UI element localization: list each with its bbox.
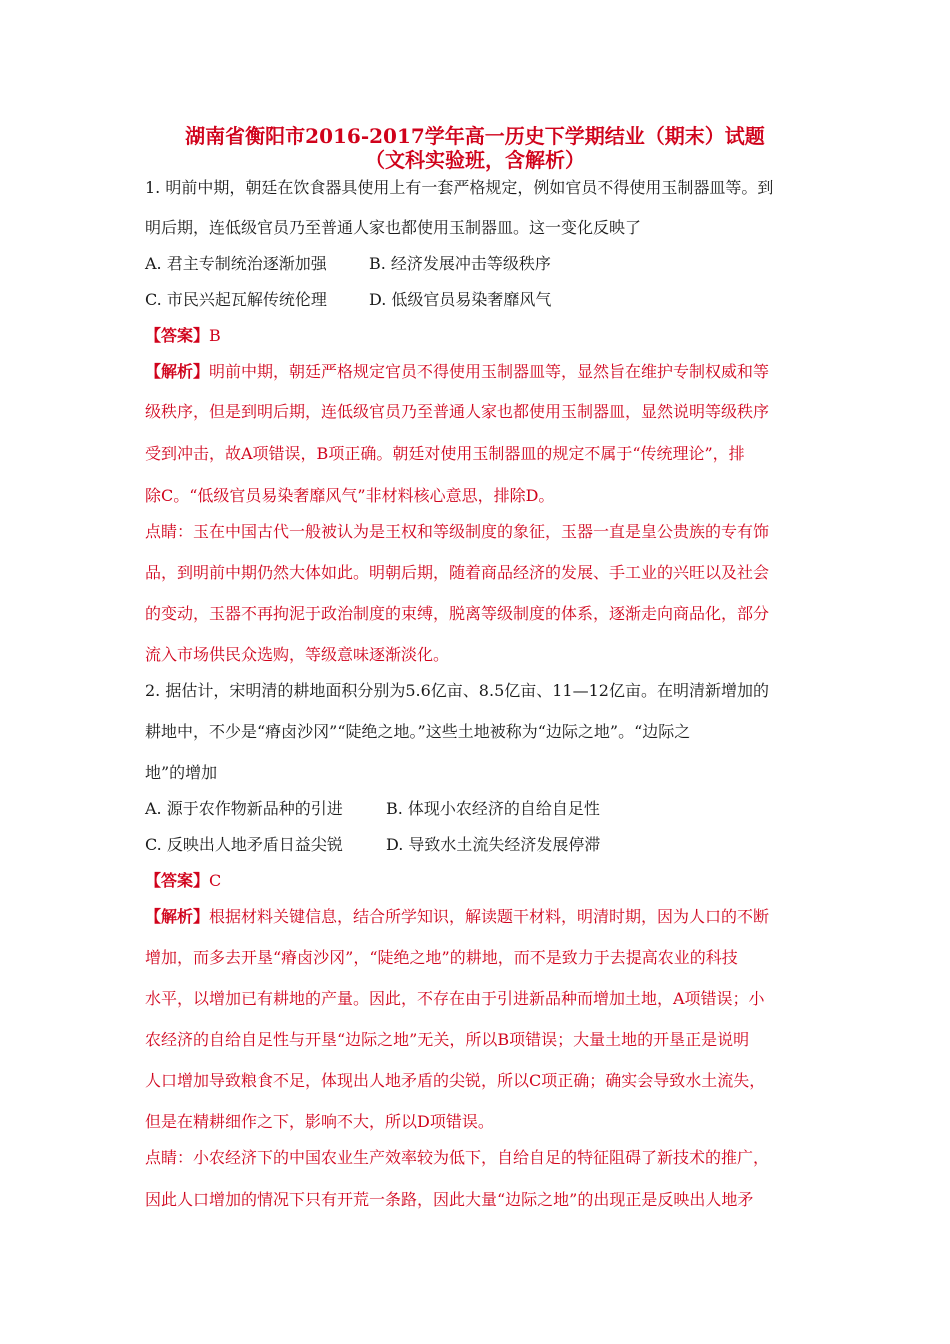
q2-analysis-line: 农经济的自给自足性与开垦“边际之地”无关，所以B项错误；大量土地的开垦正是说明: [145, 1030, 750, 1049]
analysis-tag: 【解析】: [145, 907, 210, 926]
q1-answer: [145, 326, 221, 346]
answer-tag: 【答案】: [145, 871, 210, 890]
q2-note-line: 因此人口增加的情况下只有开荒一条路，因此大量“边际之地”的出现正是反映出人地矛: [145, 1190, 754, 1209]
q2-option-d: D. 导致水土流失经济发展停滞: [386, 835, 601, 854]
q2-stem-line: 耕地中，不少是“瘠卤沙冈”“陡绝之地。”这些土地被称为“边际之地”。“边际之: [145, 722, 691, 741]
q2-option-a: A. 源于农作物新品种的引进: [145, 799, 343, 818]
q1-analysis-line: [145, 362, 769, 382]
analysis-text: 根据材料关键信息，结合所学知识，解读题干材料，明清时期，因为人口的不断: [209, 907, 770, 926]
q1-stem-line: 明后期，连低级官员乃至普通人家也都使用玉制器皿。这一变化反映了: [145, 218, 642, 237]
q1-note-line: 流入市场供民众选购，等级意味逐渐淡化。: [145, 645, 450, 664]
q2-note-line: 点睛：小农经济下的中国农业生产效率较为低下，自给自足的特征阻碍了新技术的推广，: [145, 1148, 770, 1167]
q1-analysis-line: 级秩序，但是到明后期，连低级官员乃至普通人家也都使用玉制器皿，显然说明等级秩序: [145, 402, 770, 421]
document-subtitle: （文科实验班，含解析）: [365, 148, 585, 172]
answer-value: B: [209, 326, 221, 345]
answer-tag: 【答案】: [145, 326, 210, 345]
q2-option-c: C. 反映出人地矛盾日益尖锐: [145, 835, 343, 854]
q1-analysis-line: 受到冲击，故A项错误，B项正确。朝廷对使用玉制器皿的规定不属于“传统理论”，排: [145, 444, 745, 463]
analysis-tag: 【解析】: [145, 362, 210, 381]
analysis-text: 明前中期，朝廷严格规定官员不得使用玉制器皿等，显然旨在维护专制权威和等: [209, 362, 770, 381]
q1-note-line: 品，到明前中期仍然大体如此。明朝后期，随着商品经济的发展、手工业的兴旺以及社会: [145, 563, 770, 582]
q1-option-d: D. 低级官员易染奢靡风气: [369, 290, 552, 309]
document-title: 湖南省衡阳市2016-2017学年高一历史下学期结业（期末）试题: [185, 124, 765, 148]
q1-note-line: 的变动，玉器不再拘泥于政治制度的束缚，脱离等级制度的体系，逐渐走向商品化，部分: [145, 604, 770, 623]
q2-answer: [145, 871, 221, 891]
answer-value: C: [209, 871, 222, 890]
q1-analysis-line: 除C。“低级官员易染奢靡风气”非材料核心意思，排除D。: [145, 486, 555, 505]
q2-stem-line: 2. 据估计，宋明清的耕地面积分别为5.6亿亩、8.5亿亩、11—12亿亩。在明清新增加的: [145, 681, 769, 700]
q2-analysis-line: 人口增加导致粮食不足，体现出人地矛盾的尖锐，所以C项正确；确实会导致水土流失，: [145, 1071, 766, 1090]
q1-stem-line: 1. 明前中期，朝廷在饮食器具使用上有一套严格规定，例如官员不得使用玉制器皿等。到: [145, 178, 774, 197]
q2-analysis-line: 增加，而多去开垦“瘠卤沙冈”，“陡绝之地”的耕地，而不是致力于去提高农业的科技: [145, 948, 738, 967]
q2-stem-line: 地”的增加: [145, 763, 218, 782]
q2-analysis-line: [145, 907, 769, 927]
q2-analysis-line: 水平，以增加已有耕地的产量。因此，不存在由于引进新品种而增加土地，A项错误；小: [145, 989, 765, 1008]
q1-option-c: C. 市民兴起瓦解传统伦理: [145, 290, 327, 309]
q1-option-b: B. 经济发展冲击等级秩序: [369, 254, 551, 273]
q1-note-line: 点睛：玉在中国古代一般被认为是王权和等级制度的象征，玉器一直是皇公贵族的专有饰: [145, 522, 770, 541]
q1-option-a: A. 君主专制统治逐渐加强: [145, 254, 327, 273]
q2-analysis-line: 但是在精耕细作之下，影响不大，所以D项错误。: [145, 1112, 494, 1131]
q2-option-b: B. 体现小农经济的自给自足性: [386, 799, 600, 818]
